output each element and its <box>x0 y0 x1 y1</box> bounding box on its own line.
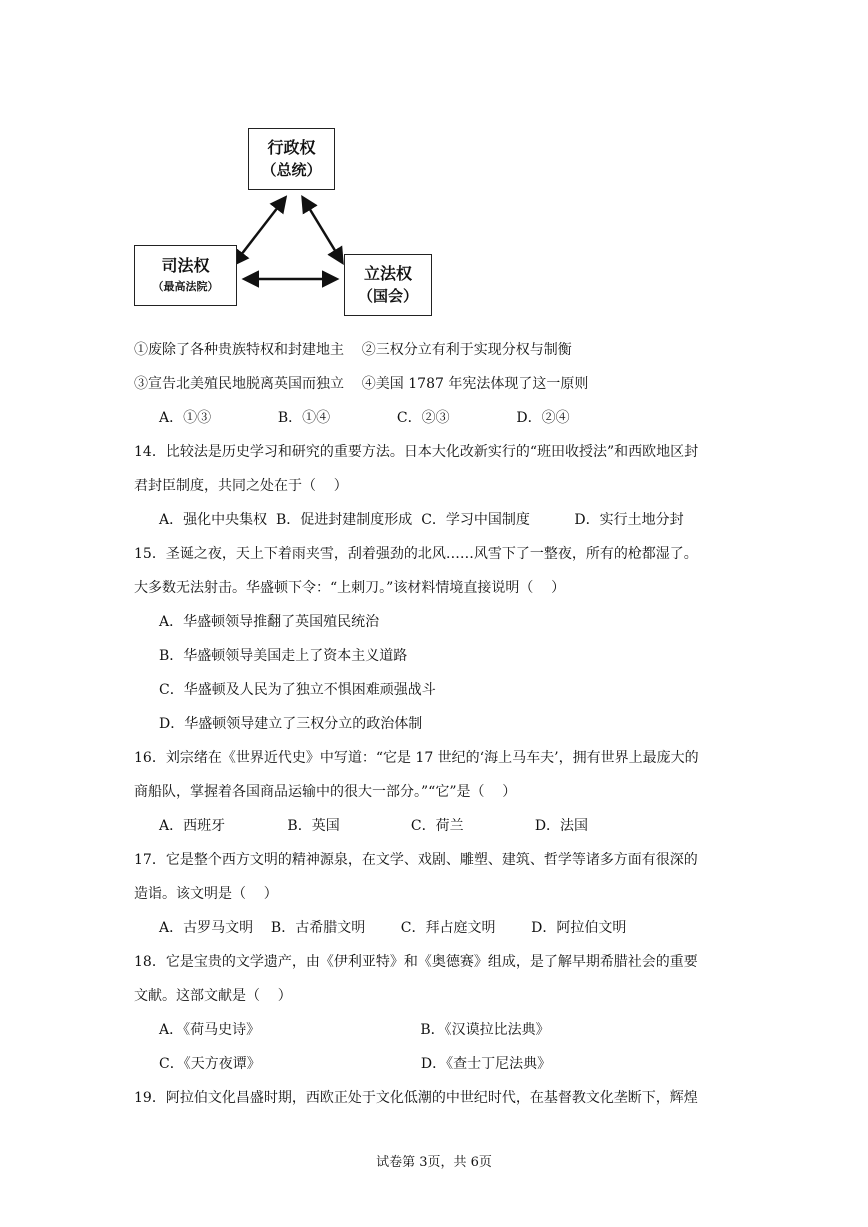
judicial-title: 司法权 <box>161 255 210 275</box>
arrow-exec-judicial <box>234 198 285 264</box>
question-line: 造诣。该文明是（ ） <box>134 886 278 902</box>
question-16: 16．刘宗绪在《世界近代史》中写道：“它是 17 世纪的‘海上马车夫’，拥有世界上最庞大的 <box>134 750 699 766</box>
question-18: 18．它是宝贵的文学遗产，由《伊利亚特》和《奥德赛》组成，是了解早期希腊社会的重要 <box>134 954 698 970</box>
diagram-arrows <box>0 0 868 330</box>
option-line: B．华盛顿领导美国走上了资本主义道路 <box>159 648 408 664</box>
options-line: A．《荷马史诗》 B．《汉谟拉比法典》 <box>159 1022 550 1038</box>
option-line: D．华盛顿领导建立了三权分立的政治体制 <box>159 716 423 732</box>
judicial-sub: （最高法院） <box>152 279 219 293</box>
question-line: 君封臣制度，共同之处在于（ ） <box>134 478 348 494</box>
option-line: C．华盛顿及人民为了独立不惧困难顽强战斗 <box>159 682 436 698</box>
question-14: 14．比较法是历史学习和研究的重要方法。日本大化改新实行的“班田收授法”和西欧地区封 <box>134 444 699 460</box>
options-line: A．古罗马文明 B．古希腊文明 C．拜占庭文明 D．阿拉伯文明 <box>159 920 627 936</box>
question-line: 商船队，掌握着各国商品运输中的很大一部分。”“它”是（ ） <box>134 784 517 800</box>
page-footer: 试卷第 3页，共 6页 <box>376 1155 492 1170</box>
executive-sub: （总统） <box>261 161 322 179</box>
judicial-box <box>134 245 237 306</box>
statement-line: ③宣告北美殖民地脱离英国而独立 ④美国 1787 年宪法体现了这一原则 <box>134 376 589 392</box>
options-line: A．①③ B．①④ C．②③ D．②④ <box>159 410 570 426</box>
statement-line: ①废除了各种贵族特权和封建地主 ②三权分立有利于实现分权与制衡 <box>134 342 572 358</box>
question-15: 15．圣诞之夜，天上下着雨夹雪，刮着强劲的北风……风雪下了一整夜，所有的枪都湿了。 <box>134 546 698 562</box>
executive-title: 行政权 <box>267 138 316 157</box>
legislative-sub: （国会） <box>357 287 418 305</box>
options-line: A．西班牙 B．英国 C．荷兰 D．法国 <box>159 818 589 834</box>
legislative-box <box>344 254 432 316</box>
question-17: 17．它是整个西方文明的精神源泉，在文学、戏剧、雕塑、建筑、哲学等诸多方面有很深的 <box>134 852 698 868</box>
legislative-title: 立法权 <box>363 264 412 283</box>
options-line: C．《天方夜谭》 D．《查士丁尼法典》 <box>159 1056 552 1072</box>
separation-of-powers-diagram <box>0 0 868 330</box>
question-19: 19．阿拉伯文化昌盛时期，西欧正处于文化低潮的中世纪时代，在基督教文化垄断下，辉煌 <box>134 1090 698 1106</box>
option-line: A．华盛顿领导推翻了英国殖民统治 <box>159 614 380 630</box>
options-line: A．强化中央集权 B．促进封建制度形成 C．学习中国制度 D．实行土地分封 <box>159 512 684 528</box>
question-line: 文献。这部文献是（ ） <box>134 988 292 1004</box>
executive-box <box>248 128 335 190</box>
question-line: 大多数无法射击。华盛顿下令：“上刺刀。”该材料情境直接说明（ ） <box>134 580 566 596</box>
arrow-exec-legislative <box>303 198 342 262</box>
